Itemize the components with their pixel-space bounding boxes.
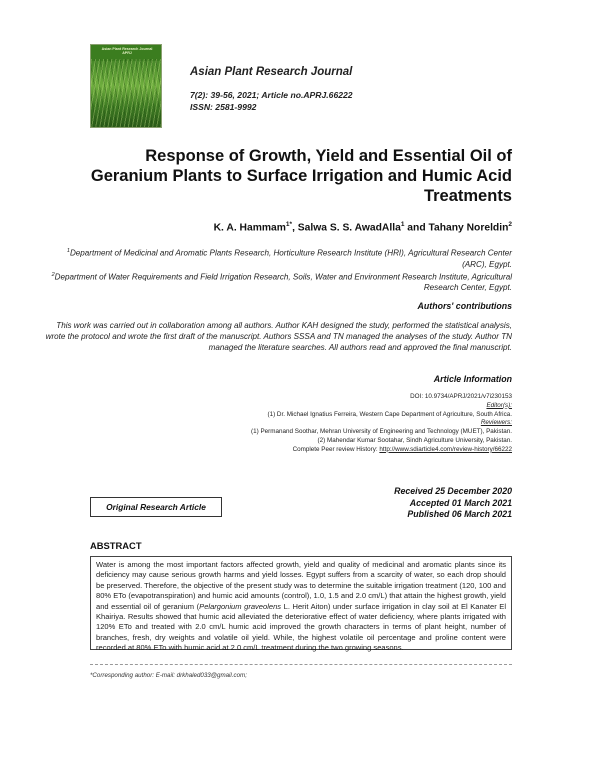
- journal-name: Asian Plant Research Journal: [190, 66, 353, 78]
- affiliation-sup: 2: [51, 271, 55, 278]
- author-list: [52, 221, 512, 233]
- editor-entry: (1) Dr. Michael Ignatius Ferreira, Western Cape Department of Agriculture, South Africa.: [267, 410, 512, 418]
- contributions-text: This work was carried out in collaboration among all authors. Author KAH designed the study, performed the statistical analysis, wrote the protocol and wrote the first draft of the manuscript. Authors SSSA and TN managed the analyses of the study. Author TN managed the literature searches. All authors read and approved the final manuscript.: [45, 321, 512, 352]
- corresponding-author-footnote: *Corresponding author: E-mail: drkhaled033@gmail.com;: [90, 672, 247, 679]
- journal-issue-info: [190, 90, 353, 113]
- affiliation: [42, 246, 512, 270]
- affiliation: [42, 270, 512, 294]
- cover-subtitle-text: APRJ: [122, 51, 132, 55]
- reviewer-entry: (2) Mahendar Kumar Sootahar, Sindh Agriculture University, Pakistan.: [317, 436, 512, 444]
- editors-label: Editor(s):: [486, 401, 512, 409]
- article-dates: [312, 486, 512, 521]
- author-sep: ,: [292, 222, 298, 234]
- species-name: Pelargonium graveolens: [199, 601, 282, 611]
- abstract-part: L. Herit Aiton) under surface irrigation in clay soil at El Kanater El Khairiya. Results showed that humic acid alleviated the deteriorative effect of water deficiency, where plants irrigated with 120% ETo and treated with 2.0 cm/L humic acid improved the growth characters in terms of plant height, number of branches, fresh, dry weights and volatile oil yield. While, the highest volatile oil percentage and proline content were recorded at 80% ETo with humic acid at 2.0 cm/L treatment during the two growing seasons.: [96, 601, 507, 653]
- volume-line: 7(2): 39-56, 2021; Article no.APRJ.66222: [190, 90, 353, 100]
- accepted-date: Accepted 01 March 2021: [409, 497, 512, 508]
- doi: DOI: 10.9734/APRJ/2021/v7i230153: [410, 393, 512, 400]
- journal-cover-image: [90, 44, 162, 128]
- history-prefix: Complete Peer review History:: [292, 445, 380, 453]
- cover-title-text: Asian Plant Research Journal: [101, 47, 153, 51]
- published-date: Published 06 March 2021: [407, 509, 512, 519]
- author-sep: and: [404, 222, 429, 234]
- author-sup: 1*: [285, 221, 293, 228]
- cover-title: [93, 47, 161, 55]
- review-history: [42, 446, 512, 455]
- author-name: Salwa S. S. AwadAlla: [297, 222, 401, 234]
- article-info-heading: Article Information: [433, 374, 512, 384]
- footnote-divider: [90, 664, 512, 665]
- review-history-link[interactable]: http://www.sdiarticle4.com/review-history/66222: [379, 445, 512, 453]
- article-type-box: Original Research Article: [90, 497, 222, 517]
- affiliation-text: Department of Water Requirements and Field Irrigation Research, Soils, Water and Environment Research Institute, Agricultural Research Center, Egypt.: [54, 272, 512, 293]
- contributions-heading: Authors' contributions: [417, 301, 512, 311]
- author-name: K. A. Hammam: [213, 222, 286, 234]
- reviewer-entry: (1) Permanand Soothar, Mehran University of Engineering and Technology (MUET), Pakistan.: [251, 428, 512, 436]
- abstract-part: Water is among the most important factors affected growth, yield and quality of medicinal and aromatic plants since its deficiency may cause serious growth harms and yield losses. Egypt suffers from a scarcity of water, so each drop should be preserved. Therefore, the objective of the present study was to determine the suitable irrigation treatment (120, 100 and 80% ETo (evapotranspiration) and humic acid amounts (control), 1.0, 1.5 and 2.0 cm/L) that attain the highest growth, yield and essential oil of geranium (: [96, 560, 506, 611]
- article-info: [42, 393, 512, 455]
- affiliation-text: Department of Medicinal and Aromatic Plants Research, Horticulture Research Institute (HRI), Agricultural Research Center (ARC), Egypt.: [69, 248, 512, 269]
- abstract-text: [90, 556, 512, 653]
- affiliation-sup: 1: [66, 248, 70, 254]
- author-name: Tahany Noreldin: [428, 222, 509, 234]
- author-sup: 2: [508, 221, 512, 228]
- author-sup: 1: [400, 221, 405, 228]
- reviewers-label: Reviewers:: [480, 419, 512, 427]
- article-title: Response of Growth, Yield and Essential Oil of Geranium Plants to Surface Irrigation and Humic Acid Treatments: [90, 147, 512, 205]
- cover-grass-photo: [91, 59, 161, 127]
- affiliations: [42, 246, 512, 293]
- received-date: Received 25 December 2020: [394, 486, 512, 496]
- issn: ISSN: 2581-9992: [190, 101, 257, 112]
- abstract-heading: ABSTRACT: [90, 540, 142, 551]
